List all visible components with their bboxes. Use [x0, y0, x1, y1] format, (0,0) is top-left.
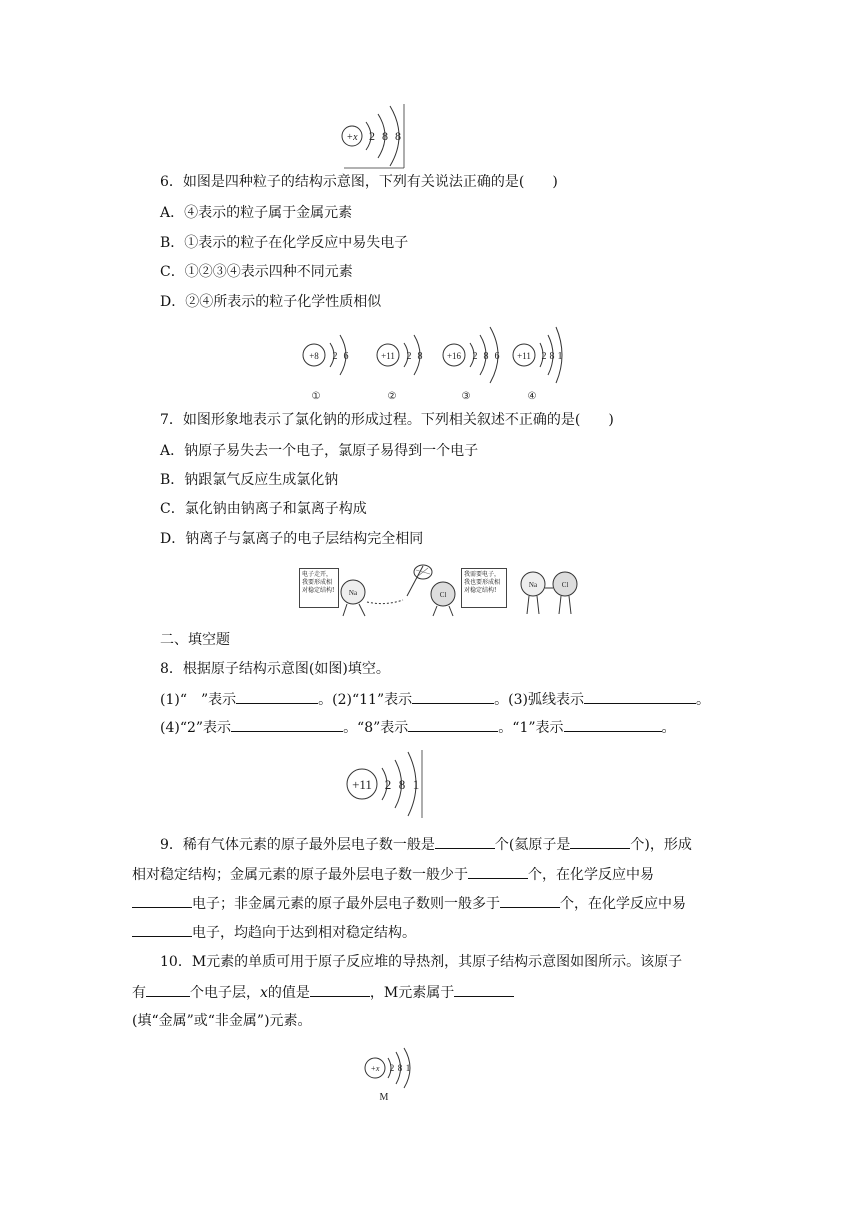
blank[interactable] — [468, 864, 528, 879]
shell-count: 1 — [412, 777, 420, 792]
q9-line-3: 电子；非金属元素的原子最外层电子数则一般多于 个，在化学反应中易 — [132, 893, 686, 914]
svg-text:+11: +11 — [517, 351, 531, 361]
q9-line-4: 电子，均趋向于达到相对稳定结构。 — [132, 922, 416, 943]
cl-label: Cl — [439, 591, 447, 599]
q9-line-1: 9．稀有气体元素的原子最外层电子数一般是 个(氦原子是 个)，形成 — [160, 834, 692, 855]
particle-3 — [443, 327, 500, 402]
blank[interactable] — [435, 834, 495, 849]
q6-option-d: D．②④所表示的粒子化学性质相似 — [160, 294, 382, 310]
blank[interactable] — [570, 834, 630, 849]
q6-option-a: A．④表示的粒子属于金属元素 — [160, 205, 353, 221]
q10-line-1: 10．M元素的单质可用于原子反应堆的导热剂，其原子结构示意图如图所示。该原子 — [160, 954, 683, 970]
svg-text:2: 2 — [541, 351, 547, 362]
q9-line-2: 相对稳定结构；金属元素的原子最外层电子数一般少于 个，在化学反应中易 — [132, 864, 654, 885]
q6-option-b: B．①表示的粒子在化学反应中易失电子 — [160, 235, 409, 251]
speech-bubble-left: 电子走开，我要形成相对稳定结构! — [299, 568, 339, 608]
atom-diagram-top — [338, 100, 410, 170]
q8-line-1: (1)“ ”表示 。(2)“11”表示 。(3)弧线表示 。 — [160, 689, 710, 710]
particle-4 — [513, 327, 563, 402]
svg-text:③: ③ — [461, 391, 471, 402]
nucleus-label: +11 — [352, 777, 372, 792]
svg-text:1: 1 — [557, 351, 563, 362]
figure-label-m: M — [379, 1092, 389, 1103]
sodium-chloride-cartoon — [295, 562, 595, 618]
q10-line-2: 有 个电子层，x的值是 ，M元素属于 — [132, 982, 514, 1003]
four-particles-figure — [296, 325, 564, 405]
svg-text:+11: +11 — [381, 351, 395, 361]
svg-text:6: 6 — [494, 351, 500, 362]
svg-text:2: 2 — [406, 351, 412, 362]
nucleus-label: +x — [370, 1064, 380, 1073]
svg-text:6: 6 — [343, 351, 349, 362]
q7-option-a: A．钠原子易失去一个电子，氯原子易得到一个电子 — [160, 443, 479, 459]
shell-count: 8 — [395, 129, 401, 143]
svg-text:Cl: Cl — [561, 581, 569, 589]
svg-text:Na: Na — [528, 581, 538, 589]
blank[interactable] — [454, 982, 514, 997]
q6-option-c: C．①②③④表示四种不同元素 — [160, 264, 353, 280]
nucleus-label: +x — [346, 132, 358, 143]
section-title-fill-in: 二、填空题 — [160, 632, 230, 648]
speech-bubble-right: 我需要电子，我也要形成相对稳定结构! — [461, 568, 507, 608]
q7-option-c: C．氯化钠由钠离子和氯离子构成 — [160, 501, 367, 517]
blank[interactable] — [412, 689, 494, 704]
svg-text:①: ① — [311, 391, 321, 402]
shell-count: 1 — [405, 1063, 411, 1073]
q8-line-2: (4)“2”表示 。“8”表示 。“1”表示 。 — [160, 717, 676, 738]
atom-diagram-q8 — [342, 748, 428, 820]
q8-stem: 8．根据原子结构示意图(如图)填空。 — [160, 661, 390, 677]
shell-count: 8 — [382, 129, 388, 143]
svg-text:④: ④ — [527, 391, 537, 402]
blank[interactable] — [310, 982, 370, 997]
particle-1 — [303, 335, 349, 402]
blank[interactable] — [564, 717, 662, 732]
blank[interactable] — [500, 893, 560, 908]
blank[interactable] — [236, 689, 318, 704]
blank[interactable] — [146, 982, 190, 997]
q7-option-d: D．钠离子与氯离子的电子层结构完全相同 — [160, 531, 424, 547]
svg-text:+16: +16 — [446, 351, 462, 361]
shell-count: 2 — [389, 1063, 395, 1073]
shell-count: 8 — [398, 777, 406, 792]
svg-text:8: 8 — [483, 351, 489, 362]
blank[interactable] — [231, 717, 343, 732]
q7-option-b: B．钠跟氯气反应生成氯化钠 — [160, 472, 339, 488]
shell-count: 2 — [384, 777, 392, 792]
q6-stem: 6．如图是四种粒子的结构示意图，下列有关说法正确的是( ) — [160, 174, 558, 190]
blank[interactable] — [408, 717, 498, 732]
blank[interactable] — [132, 893, 192, 908]
svg-text:②: ② — [387, 391, 397, 402]
na-label: Na — [348, 589, 358, 597]
svg-text:+8: +8 — [309, 351, 319, 361]
shell-count: 2 — [369, 129, 375, 143]
blank[interactable] — [132, 922, 192, 937]
blank[interactable] — [584, 689, 696, 704]
q7-stem: 7．如图形象地表示了氯化钠的形成过程。下列相关叙述不正确的是( ) — [160, 412, 614, 428]
svg-text:2: 2 — [332, 351, 338, 362]
svg-text:8: 8 — [549, 351, 555, 362]
shell-count: 8 — [397, 1063, 403, 1073]
q10-line-3: (填“金属”或“非金属”)元素。 — [132, 1013, 312, 1029]
atom-diagram-m — [358, 1046, 422, 1104]
svg-text:2: 2 — [472, 351, 478, 362]
svg-text:8: 8 — [417, 351, 423, 362]
particle-2 — [377, 335, 423, 402]
